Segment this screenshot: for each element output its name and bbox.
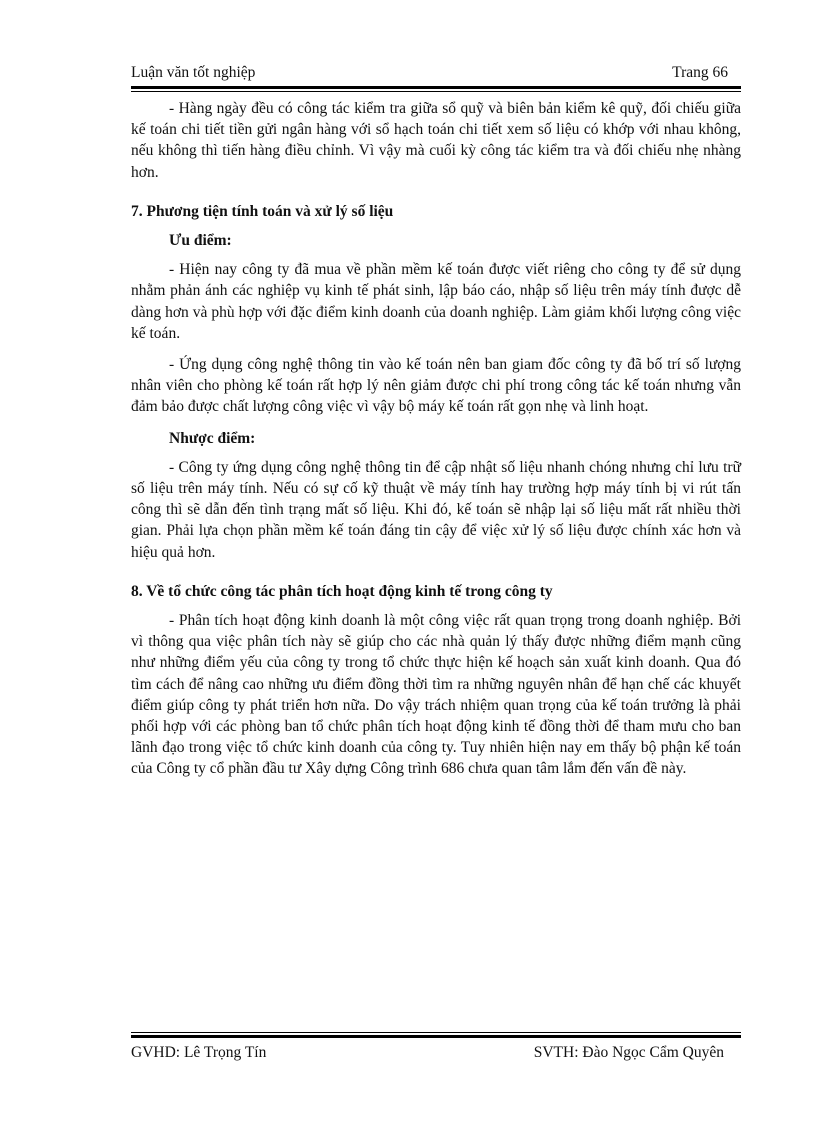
- footer-supervisor: GVHD: Lê Trọng Tín: [131, 1044, 267, 1061]
- intro-paragraph: - Hàng ngày đều có công tác kiểm tra giữa sổ quỹ và biên bản kiểm kê quỹ, đối chiếu giữa kế toán chi tiết tiền gửi ngân hàng với sổ hạch toán chi tiết xem số liệu có khớp với nhau không, nếu không thì tiến hàng điều chỉnh. Vì vậy mà cuối kỳ công tác kiểm tra và đối chiếu nhẹ nhàng hơn.: [131, 100, 741, 181]
- header-title: Luận văn tốt nghiệp: [131, 64, 256, 81]
- advantages-heading: Ưu điểm:: [169, 232, 232, 250]
- section-7-title: 7. Phương tiện tính toán và xử lý số liệu: [131, 202, 394, 220]
- disadvantages-heading: Nhược điểm:: [169, 429, 256, 447]
- advantage-paragraph-2: - Ứng dụng công nghệ thông tin vào kế toán nên ban giam đốc công ty đã bố trí số lượng nhân viên cho phòng kế toán rất hợp lý nên giảm được chi phí trong công tác kế toán nhưng vẫn đảm bảo được chất lượng công việc vì vậy bộ máy kế toán rất gọn nhẹ và linh hoạt.: [131, 356, 741, 416]
- page-body: [131, 98, 741, 790]
- header-rule-thin: [131, 91, 741, 92]
- advantage-paragraph-1: - Hiện nay công ty đã mua về phần mềm kế toán được viết riêng cho công ty để sử dụng nhằm phản ánh các nghiệp vụ kinh tế phát sinh, lập báo cáo, nhập số liệu trên máy tính được dễ dàng hơn và phù hợp với đặc điểm kinh doanh của doanh nghiệp. Làm giảm khối lượng công việc kế toán.: [131, 261, 741, 342]
- footer-rule-thick: [131, 1035, 741, 1038]
- section-8-paragraph: - Phân tích hoạt động kinh doanh là một công việc rất quan trọng trong doanh nghiệp. Bởi vì thông qua việc phân tích này sẽ giúp cho các nhà quản lý thấy được những điểm mạnh cũng như những điểm yếu của công ty trong tổ chức thực hiện kế hoạch sản xuất kinh doanh. Qua đó tìm cách để nâng cao những ưu điểm đồng thời tìm ra những nguyên nhân để hạn chế các khuyết điểm giúp công ty phát triển hơn nữa. Do vậy trách nhiệm quan trọng của kế toán trưởng là phải phối hợp với các phòng ban tổ chức phân tích hoạt động kinh tế đồng thời để tham mưu cho ban lãnh đạo trong việc tổ chức kinh doanh của công ty. Tuy nhiên hiện nay em thấy bộ phận kế toán của Công ty cổ phần đầu tư Xây dựng Công trình 686 chưa quan tâm lắm đến vấn đề này.: [131, 612, 741, 778]
- disadvantage-paragraph-1: - Công ty ứng dụng công nghệ thông tin để cập nhật số liệu nhanh chóng nhưng chỉ lưu trữ số liệu trên máy tính. Nếu có sự cố kỹ thuật về máy tính hay trường hợp máy tính bị vi rút tấn công thì sẽ dẫn đến tình trạng mất số liệu. Khi đó, kế toán sẽ nhập lại số liệu mất rất nhiều thời gian. Phải lựa chọn phần mềm kế toán đáng tin cậy để việc xử lý số liệu được chính xác hơn và hiệu quả hơn.: [131, 458, 741, 561]
- page-header: [131, 62, 734, 84]
- footer-student: SVTH: Đào Ngọc Cẩm Quyên: [533, 1044, 724, 1061]
- footer-rule-thin: [131, 1032, 741, 1033]
- page-footer: [131, 1042, 734, 1064]
- header-page-number: Trang 66: [672, 64, 728, 81]
- section-8-title: 8. Về tổ chức công tác phân tích hoạt động kinh tế trong công ty: [131, 582, 553, 600]
- header-rule-thick: [131, 86, 741, 89]
